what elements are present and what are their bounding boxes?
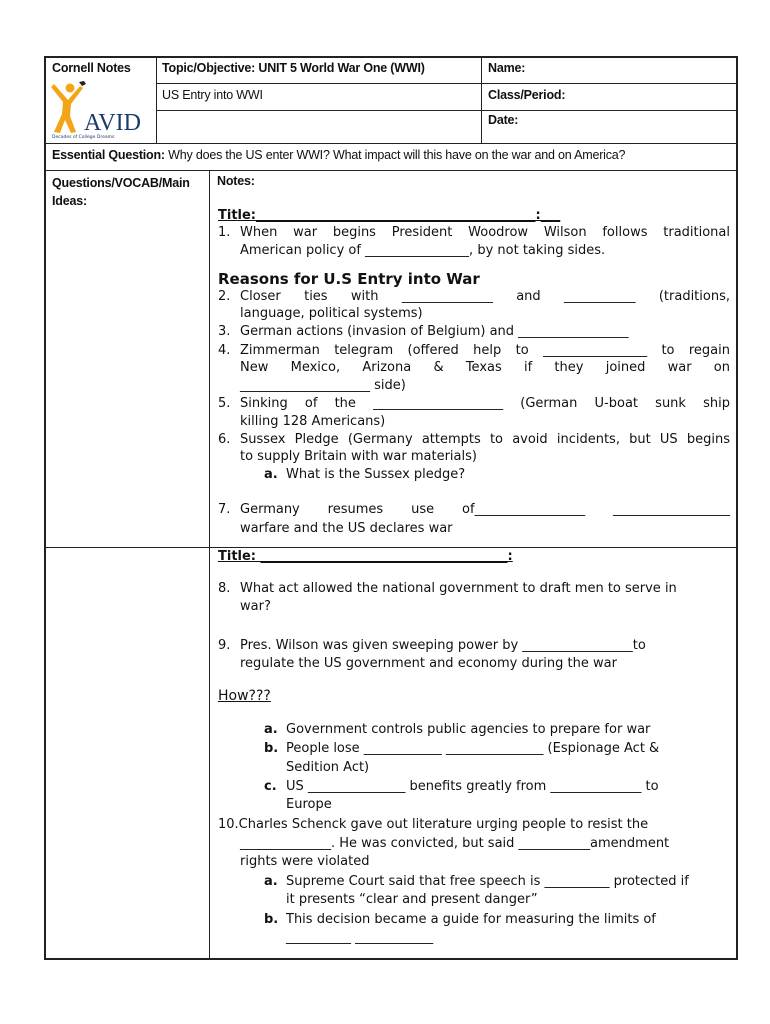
topic-objective: Topic/Objective: UNIT 5 World War One (WWI) <box>162 61 425 75</box>
notes-section-1: Title:___________________________________________:___ 1. When war begins President Woodrow Wilson follows traditional American policy of ________________, by not taking sides. Reasons for U.S Entry into War 2. Closer ties with ______________ and ___________ (traditions, language, political systems) 3. German actions (invasion of Belgium) and _________________ 4. Zimmerman telegram (offered help to ________________ to regain New Mexico, Arizona & Texas if they joined war on ____________________ side) 5. Sinking of the ____________________ (German U-boat sunk ship killing 128 Americans) 6. Sussex Pledge (Germany attempts to avoid incidents, but US begins to supply Britain with war materials) a. What is the Sussex pledge? 7. Germany resumes use of_________________ __________________ warfare and the US declares war <box>218 208 730 536</box>
column-divider <box>209 170 210 959</box>
avid-wordmark: AVID <box>84 110 141 136</box>
avid-logo <box>50 80 150 140</box>
header-bottom-rule <box>45 143 737 144</box>
notes-section-2: Title: ______________________________________: 8. What act allowed the national government to draft men to serve in war? 9. Pres. Wilson was given sweeping power by _________________to regulate the US government and economy during the war How??? a. Government controls public agencies to prepare for war b. People lose ____________ _______________ (Espionage Act & Sedition Act) c. US _______________ benefits greatly from ______________ to Europe 10.Charles Schenck gave out literature urging people to resist the ______________. He was convicted, but said ___________amendment rights were violated a. Supreme Court said that free speech is __________ protected if it presents “clear and present danger” b. This decision became a guide for measuring the limits of __________ ____________ <box>218 548 730 956</box>
header-rule-2 <box>156 110 737 111</box>
essential-question <box>52 148 625 162</box>
name-field-label: Name: <box>488 61 526 75</box>
header-rule-1 <box>156 83 737 84</box>
cornell-label: Cornell Notes <box>52 61 131 75</box>
section-2-title: Title: ______________________________________: <box>218 549 513 564</box>
left-column-header: Questions/VOCAB/Main Ideas: <box>52 176 190 208</box>
topic-subtitle: US Entry into WWI <box>162 88 263 102</box>
essential-question-label: Essential Question: <box>52 148 165 162</box>
header-divider-1 <box>156 57 157 143</box>
date-label: Date: <box>488 113 519 127</box>
avid-tagline: Decades of College Dreams <box>52 135 115 140</box>
essential-question-text: Why does the US enter WWI? What impact will this have on the war and on America? <box>164 148 626 162</box>
notes-column-header: Notes: <box>217 174 255 188</box>
essential-bottom-rule <box>45 170 737 171</box>
reasons-heading: Reasons for U.S Entry into War <box>218 270 480 288</box>
how-heading: How??? <box>218 688 271 704</box>
class-period-label: Class/Period: <box>488 88 566 102</box>
header-divider-2 <box>481 57 482 143</box>
section-1-title: Title:___________________________________________:___ <box>218 208 561 223</box>
